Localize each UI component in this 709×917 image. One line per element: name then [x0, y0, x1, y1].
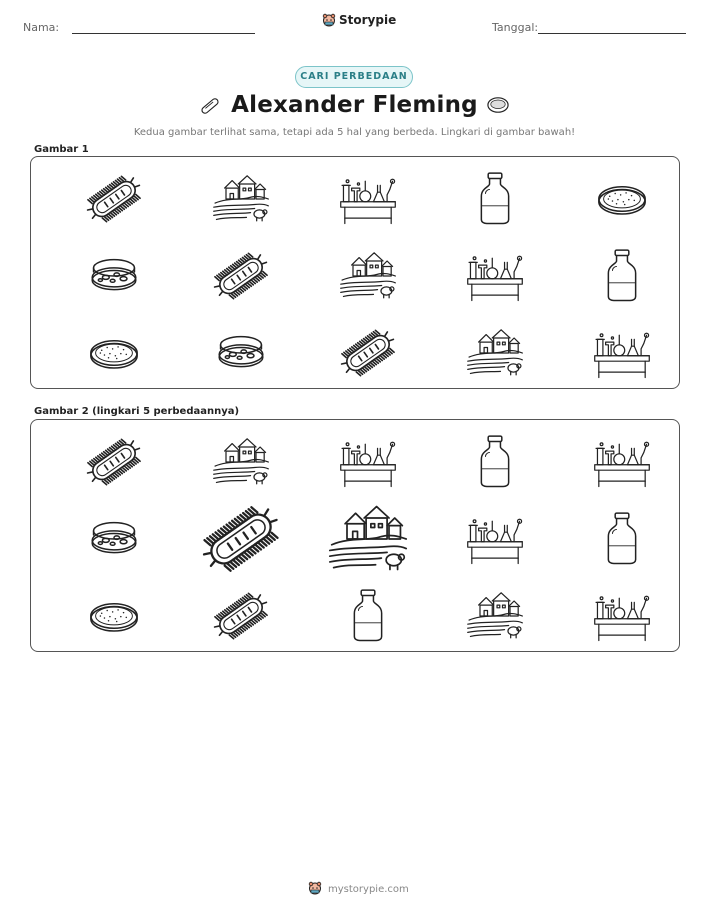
lab-icon: [338, 432, 398, 492]
picture2-item[interactable]: [557, 501, 687, 577]
picture2-item[interactable]: [49, 578, 179, 654]
picture1-item: [557, 161, 687, 237]
picture2-item[interactable]: [557, 424, 687, 500]
bottle-icon: [592, 246, 652, 306]
picture1-item: [49, 315, 179, 391]
petri-icon: [84, 586, 144, 646]
farm-icon: [465, 586, 525, 646]
storypie-mascot-icon: [308, 881, 322, 898]
brand-logo: [322, 13, 396, 27]
picture2-item[interactable]: [430, 424, 560, 500]
instructions: Kedua gambar terlihat sama, tetapi ada 5 hal yang berbeda. Lingkari di gambar bawah!: [133, 127, 576, 138]
picture2-item[interactable]: [176, 501, 306, 577]
section1-label: Gambar 1: [34, 144, 89, 155]
storypie-mascot-icon: [322, 13, 336, 27]
picture1-item: [303, 161, 433, 237]
section2-label: Gambar 2 (lingkari 5 perbedaannya): [34, 406, 240, 417]
bottle-icon: [465, 432, 525, 492]
name-line[interactable]: [72, 33, 255, 34]
bottle-icon: [338, 586, 398, 646]
bacteria-icon: [196, 92, 224, 124]
picture1-item: [176, 315, 306, 391]
picture2-item[interactable]: [176, 578, 306, 654]
picture2-item[interactable]: [49, 501, 179, 577]
picture2-item[interactable]: [557, 578, 687, 654]
footer-url: mystorypie.com: [328, 884, 409, 895]
picture1-item: [49, 238, 179, 314]
petri-icon: [84, 323, 144, 383]
picture1-item: [430, 238, 560, 314]
activity-badge: CARI PERBEDAAN: [295, 66, 413, 88]
farm-icon: [211, 432, 271, 492]
farm-icon: [211, 169, 271, 229]
section1-panel: [30, 156, 680, 389]
picture1-item: [430, 315, 560, 391]
lab-icon: [592, 323, 652, 383]
picture2-item[interactable]: [176, 424, 306, 500]
farm-icon: [326, 497, 410, 581]
picture1-item: [176, 238, 306, 314]
farm-icon: [338, 246, 398, 306]
bacteria-icon: [84, 169, 144, 229]
date-label: Tanggal:: [492, 21, 539, 34]
date-line[interactable]: [538, 33, 686, 34]
farm-icon: [465, 323, 525, 383]
picture1-item: [557, 238, 687, 314]
bacteria-icon: [199, 497, 283, 581]
petri-spots-icon: [84, 509, 144, 569]
lab-icon: [338, 169, 398, 229]
picture2-item[interactable]: [303, 501, 433, 577]
picture2-item[interactable]: [303, 578, 433, 654]
picture1-item: [49, 161, 179, 237]
lab-icon: [465, 246, 525, 306]
picture1-item: [303, 315, 433, 391]
picture1-item: [557, 315, 687, 391]
bacteria-icon: [211, 246, 271, 306]
picture2-item[interactable]: [49, 424, 179, 500]
bacteria-icon: [211, 586, 271, 646]
picture1-item: [303, 238, 433, 314]
picture2-item[interactable]: [303, 424, 433, 500]
petri-dish-icon: [484, 93, 512, 121]
bottle-icon: [465, 169, 525, 229]
name-label: Nama:: [23, 21, 60, 34]
petri-spots-icon: [211, 323, 271, 383]
bacteria-icon: [338, 323, 398, 383]
lab-icon: [465, 509, 525, 569]
lab-icon: [592, 432, 652, 492]
petri-icon: [592, 169, 652, 229]
bottle-icon: [592, 509, 652, 569]
brand-name: Storypie: [339, 13, 397, 27]
bacteria-icon: [84, 432, 144, 492]
section2-panel[interactable]: [30, 419, 680, 652]
picture1-item: [430, 161, 560, 237]
picture2-item[interactable]: [430, 578, 560, 654]
picture2-item[interactable]: [430, 501, 560, 577]
lab-icon: [592, 586, 652, 646]
petri-spots-icon: [84, 246, 144, 306]
footer: [308, 881, 409, 898]
page-title: Alexander Fleming: [231, 92, 478, 118]
picture1-item: [176, 161, 306, 237]
